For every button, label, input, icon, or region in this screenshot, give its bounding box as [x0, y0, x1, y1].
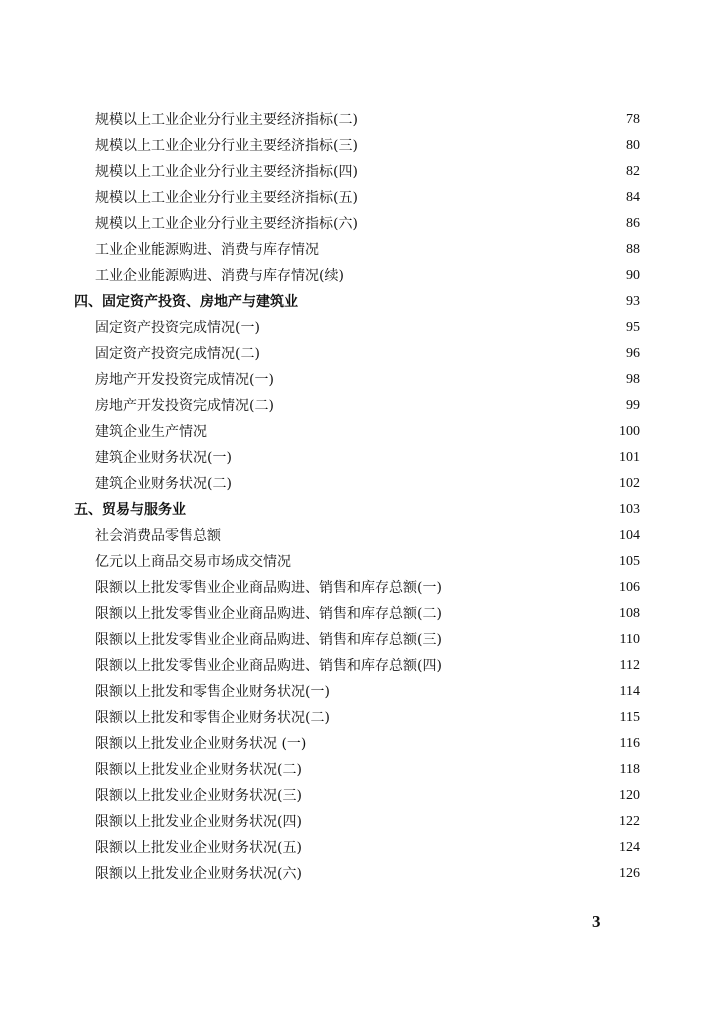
- toc-entry-page: 104: [619, 528, 640, 543]
- toc-entry-title: 限额以上批发零售业企业商品购进、销售和库存总额(一): [95, 580, 442, 596]
- toc-entry-page: 99: [626, 398, 640, 413]
- dot-leader: [352, 263, 608, 289]
- toc-entry[interactable]: [74, 393, 640, 419]
- toc-entry-title: 建筑企业财务状况(一): [95, 450, 232, 466]
- toc-entry[interactable]: [74, 237, 640, 263]
- toc-entry-title: 限额以上批发业企业财务状况(四): [95, 814, 302, 830]
- toc-entry[interactable]: [74, 341, 640, 367]
- toc-entry[interactable]: [74, 757, 640, 783]
- dot-leader: [338, 679, 608, 705]
- toc-entry-title: 工业企业能源购进、消费与库存情况: [95, 242, 319, 258]
- toc-entry[interactable]: [74, 601, 640, 627]
- toc-entry[interactable]: [74, 575, 640, 601]
- dot-leader: [366, 211, 608, 237]
- toc-entry[interactable]: [74, 523, 640, 549]
- toc-entry-title: 限额以上批发业企业财务状况(三): [95, 788, 302, 804]
- toc-entry-title: 房地产开发投资完成情况(二): [95, 398, 274, 414]
- toc-entry-page: 78: [626, 112, 640, 127]
- toc-entry-title: 四、固定资产投资、房地产与建筑业: [74, 294, 298, 310]
- toc-entry-title: 限额以上批发零售业企业商品购进、销售和库存总额(三): [95, 632, 442, 648]
- dot-leader: [310, 809, 608, 835]
- toc-entry[interactable]: [74, 419, 640, 445]
- toc-entry[interactable]: [74, 679, 640, 705]
- dot-leader: [310, 835, 608, 861]
- dot-leader: [450, 627, 608, 653]
- dot-leader: [450, 653, 608, 679]
- toc-entry-title: 限额以上批发业企业财务状况 (一): [95, 736, 307, 752]
- toc-entry-page: 102: [619, 476, 640, 491]
- dot-leader: [366, 185, 608, 211]
- toc-entry[interactable]: [74, 783, 640, 809]
- toc-entry[interactable]: [74, 445, 640, 471]
- dot-leader: [366, 133, 608, 159]
- toc-entry-page: 115: [619, 710, 640, 725]
- toc-entry-title: 亿元以上商品交易市场成交情况: [95, 554, 291, 570]
- toc-entry-title: 社会消费品零售总额: [95, 528, 221, 544]
- toc-entry-page: 122: [619, 814, 640, 829]
- toc-entry-title: 限额以上批发业企业财务状况(二): [95, 762, 302, 778]
- toc-entry-title: 规模以上工业企业分行业主要经济指标(四): [95, 164, 358, 180]
- dot-leader: [194, 497, 608, 523]
- toc-entry-page: 90: [626, 268, 640, 283]
- dot-leader: [240, 471, 608, 497]
- dot-leader: [268, 341, 608, 367]
- toc-entry-page: 80: [626, 138, 640, 153]
- dot-leader: [299, 549, 608, 575]
- toc-entry-page: 95: [626, 320, 640, 335]
- toc-entry[interactable]: [74, 185, 640, 211]
- toc-entry-title: 建筑企业财务状况(二): [95, 476, 232, 492]
- toc-entry-page: 98: [626, 372, 640, 387]
- toc-entry-title: 规模以上工业企业分行业主要经济指标(五): [95, 190, 358, 206]
- toc-entry[interactable]: [74, 315, 640, 341]
- toc-entry-title: 限额以上批发和零售企业财务状况(二): [95, 710, 330, 726]
- toc-entry-title: 建筑企业生产情况: [95, 424, 207, 440]
- dot-leader: [338, 705, 608, 731]
- toc-entry-page: 112: [619, 658, 640, 673]
- dot-leader: [310, 757, 608, 783]
- toc-entry-title: 规模以上工业企业分行业主要经济指标(二): [95, 112, 358, 128]
- toc-entry-page: 103: [619, 502, 640, 517]
- table-of-contents: [74, 107, 640, 887]
- dot-leader: [310, 861, 608, 887]
- toc-entry-page: 100: [619, 424, 640, 439]
- dot-leader: [215, 419, 608, 445]
- toc-entry-title: 限额以上批发和零售企业财务状况(一): [95, 684, 330, 700]
- toc-section-heading[interactable]: [74, 497, 640, 523]
- toc-entry-page: 126: [619, 866, 640, 881]
- toc-entry-page: 110: [619, 632, 640, 647]
- dot-leader: [327, 237, 608, 263]
- dot-leader: [282, 393, 608, 419]
- toc-entry-title: 限额以上批发零售业企业商品购进、销售和库存总额(四): [95, 658, 442, 674]
- toc-entry-page: 116: [619, 736, 640, 751]
- toc-entry-title: 规模以上工业企业分行业主要经济指标(三): [95, 138, 358, 154]
- toc-entry[interactable]: [74, 653, 640, 679]
- toc-entry[interactable]: [74, 133, 640, 159]
- dot-leader: [282, 367, 608, 393]
- toc-entry-page: 114: [619, 684, 640, 699]
- toc-entry[interactable]: [74, 835, 640, 861]
- toc-entry-page: 88: [626, 242, 640, 257]
- dot-leader: [268, 315, 608, 341]
- toc-entry[interactable]: [74, 861, 640, 887]
- dot-leader: [229, 523, 608, 549]
- toc-entry-title: 限额以上批发业企业财务状况(五): [95, 840, 302, 856]
- toc-entry-page: 101: [619, 450, 640, 465]
- toc-entry[interactable]: [74, 211, 640, 237]
- toc-entry-title: 工业企业能源购进、消费与库存情况(续): [95, 268, 344, 284]
- toc-entry[interactable]: [74, 731, 640, 757]
- toc-entry[interactable]: [74, 159, 640, 185]
- toc-section-heading[interactable]: [74, 289, 640, 315]
- toc-entry-title: 限额以上批发业企业财务状况(六): [95, 866, 302, 882]
- dot-leader: [366, 159, 608, 185]
- toc-entry[interactable]: [74, 471, 640, 497]
- toc-entry-title: 固定资产投资完成情况(二): [95, 346, 260, 362]
- toc-entry[interactable]: [74, 627, 640, 653]
- toc-entry-page: 105: [619, 554, 640, 569]
- toc-entry-page: 124: [619, 840, 640, 855]
- page-number: 3: [592, 912, 601, 931]
- dot-leader: [450, 601, 608, 627]
- toc-entry[interactable]: [74, 367, 640, 393]
- toc-entry-page: 84: [626, 190, 640, 205]
- toc-entry-page: 86: [626, 216, 640, 231]
- toc-entry-page: 120: [619, 788, 640, 803]
- toc-entry-page: 93: [626, 294, 640, 309]
- toc-entry-page: 118: [619, 762, 640, 777]
- toc-entry-title: 限额以上批发零售业企业商品购进、销售和库存总额(二): [95, 606, 442, 622]
- toc-entry[interactable]: [74, 107, 640, 133]
- dot-leader: [240, 445, 608, 471]
- toc-entry-title: 五、贸易与服务业: [74, 502, 186, 518]
- dot-leader: [314, 731, 608, 757]
- toc-entry-page: 96: [626, 346, 640, 361]
- toc-entry[interactable]: [74, 263, 640, 289]
- dot-leader: [306, 289, 608, 315]
- toc-entry[interactable]: [74, 705, 640, 731]
- toc-entry[interactable]: [74, 549, 640, 575]
- toc-entry-page: 82: [626, 164, 640, 179]
- toc-entry-page: 106: [619, 580, 640, 595]
- dot-leader: [450, 575, 608, 601]
- toc-entry-title: 规模以上工业企业分行业主要经济指标(六): [95, 216, 358, 232]
- toc-entry-page: 108: [619, 606, 640, 621]
- toc-entry-title: 房地产开发投资完成情况(一): [95, 372, 274, 388]
- toc-entry-title: 固定资产投资完成情况(一): [95, 320, 260, 336]
- toc-entry[interactable]: [74, 809, 640, 835]
- dot-leader: [366, 107, 608, 133]
- dot-leader: [310, 783, 608, 809]
